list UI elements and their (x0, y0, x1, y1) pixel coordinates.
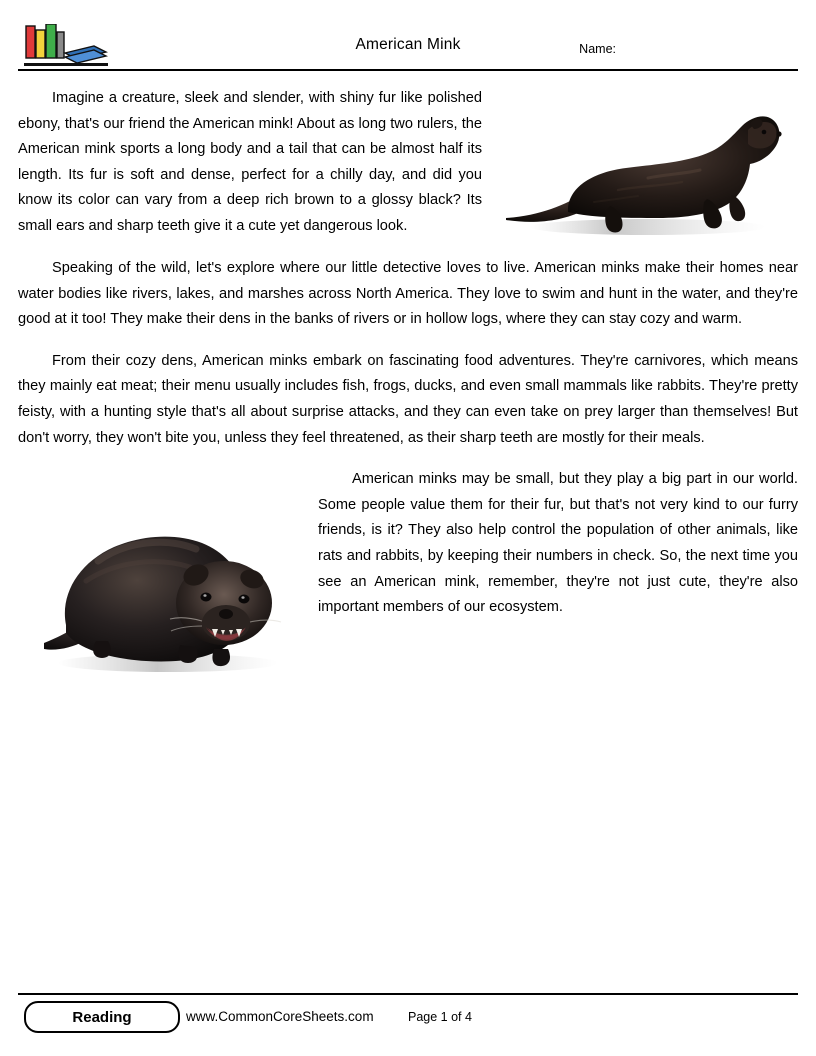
article-paragraph: Speaking of the wild, let's explore where our little detective loves to live. American minks make their homes near water bodies like rivers, lakes, and marshes across North America. They love to swim and hunt in the water, and they're good at it too! They make their dens in the banks of rivers or in hollow logs, where they can stay cozy and warm. (18, 260, 798, 328)
paragraph-1-block (18, 86, 798, 256)
article-paragraph: Imagine a creature, sleek and slender, with shiny fur like polished ebony, that's our friend the American mink! About as long two rulers, the American mink sports a long body and a tail that can be almost half its length. Its fur is soft and dense, perfect for a chilly day, and did you know its color can vary from a deep rich brown to a glossy black? Its small ears and sharp teeth give it a cute yet dangerous look. (18, 90, 482, 234)
page-footer (18, 999, 798, 1039)
subject-badge: Reading (24, 1001, 180, 1033)
article-paragraph: American minks may be small, but they play a big part in our world. Some people value them for their fur, but that's not very kind to our furry friends, is it? They also help control the population of other animals, like rats and rabbits, by keeping their numbers in check. So, the next time you see an American mink, remember, they're not just cute, they're also important members of our ecosystem. (318, 471, 798, 616)
paragraph-4-block (18, 467, 798, 686)
mink-snarling-photo (38, 475, 298, 680)
page-number: Page 1 of 4 (408, 1010, 472, 1024)
site-url[interactable]: www.CommonCoreSheets.com (186, 1009, 374, 1024)
article-body (18, 86, 798, 686)
mink-standing-photo (498, 90, 798, 250)
header-divider (18, 69, 798, 71)
page-title: American Mink (355, 36, 461, 53)
page-header (18, 20, 798, 68)
footer-divider (18, 993, 798, 995)
article-paragraph: From their cozy dens, American minks embark on fascinating food adventures. They're carnivores, which means they mainly eat meat; their menu usually includes fish, frogs, ducks, and even small mammals like rabbits. They're pretty feisty, with a hunting style that's all about surprise attacks, and they can even take on prey larger than themselves! But don't worry, they won't bite you, unless they feel threatened, as their sharp teeth are mostly for their meals. (18, 352, 798, 446)
name-label: Name: (579, 42, 616, 56)
